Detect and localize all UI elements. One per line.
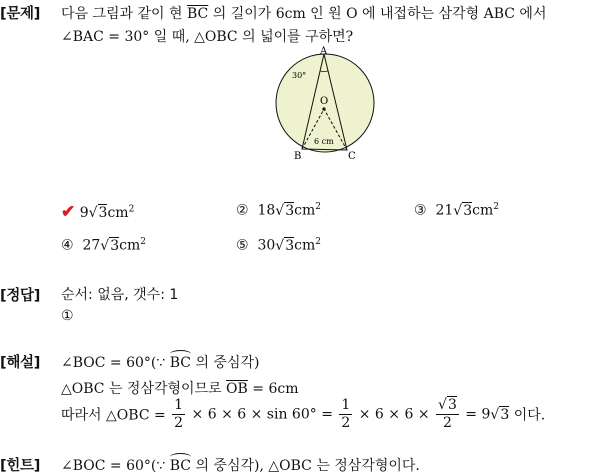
option-5[interactable]: [236, 237, 321, 254]
sqrt-sign: √3: [275, 237, 295, 254]
solution-line-1: [61, 352, 259, 372]
solution-l2-post: = 6cm: [247, 381, 299, 397]
solution-l1-post: 의 중심각): [191, 355, 260, 371]
problem-line-2: ∠BAC = 30° 일 때, △OBC 의 넓이를 구하면?: [61, 29, 354, 45]
arc-bc: BC: [169, 355, 191, 371]
answer-order-text: 순서: 없음, 갯수: 1: [61, 287, 179, 303]
center-point-o: [322, 107, 325, 110]
label-o: O: [320, 96, 329, 107]
option-3-radicand: 3: [463, 202, 473, 219]
length-label: 6 cm: [314, 137, 334, 146]
option-2-radicand: 3: [285, 202, 295, 219]
option-3-coef: 21: [435, 202, 454, 219]
fraction-den: 2: [442, 415, 452, 431]
option-4-radicand: 3: [110, 237, 120, 254]
option-3-mark: ③: [414, 202, 427, 219]
answer-tag: [정답]: [0, 288, 41, 304]
label-c: C: [348, 151, 356, 162]
angle-label: 30°: [292, 71, 307, 80]
option-3-exp: 2: [493, 202, 499, 212]
hint-post: 의 중심각), △OBC 는 정삼각형이다.: [191, 458, 420, 474]
answer-value: ①: [61, 308, 74, 324]
selected-check-icon: ✔: [61, 202, 76, 222]
option-4-coef: 27: [82, 237, 101, 254]
solution-l2-pre: △OBC 는 정삼각형이므로: [61, 381, 227, 397]
segment-ob: $\overline{OB}$: [226, 381, 248, 397]
option-3[interactable]: [414, 202, 499, 219]
option-5-mark: ⑤: [236, 237, 249, 254]
option-2-unit: cm: [294, 202, 316, 219]
fraction-half: [172, 397, 185, 432]
fraction-root3-half: [436, 397, 459, 432]
option-3-unit: cm: [472, 202, 494, 219]
fraction-num: 1: [341, 397, 351, 413]
hint-line: [61, 455, 420, 475]
option-4[interactable]: [61, 237, 146, 254]
option-1-exp: 2: [128, 204, 135, 215]
option-2-exp: 2: [315, 202, 321, 212]
radicand: 3: [447, 397, 457, 413]
solution-l3-e: 이다.: [509, 407, 546, 424]
problem-line-1: [61, 3, 546, 23]
sqrt-sign: √3: [453, 202, 473, 219]
circle-triangle-figure: [270, 46, 380, 164]
hint-tag: [힌트]: [0, 458, 41, 474]
solution-l3-a: 따라서 △OBC =: [61, 407, 171, 424]
option-4-unit: cm: [119, 237, 141, 254]
solution-l3-c: × 6 × 6 ×: [354, 406, 435, 423]
option-1-unit: cm: [107, 205, 129, 221]
option-2-mark: ②: [236, 202, 249, 219]
option-1[interactable]: [61, 202, 134, 222]
solution-line-3: [61, 397, 545, 432]
fraction-den: 2: [174, 415, 184, 431]
option-5-exp: 2: [315, 237, 321, 247]
solution-l3-d: = 9: [460, 406, 491, 423]
option-4-mark: ④: [61, 237, 74, 254]
solution-l1-pre: ∠BOC = 60°(∵: [61, 355, 170, 371]
label-b: B: [294, 151, 302, 162]
sqrt-sign: √3: [490, 406, 510, 423]
problem-text-post: 의 길이가 6cm 인 원 O 에 내접하는 삼각형 ABC 에서: [208, 6, 547, 22]
solution-tag: [해설]: [0, 355, 41, 371]
option-5-unit: cm: [294, 237, 316, 254]
option-2-coef: 18: [257, 202, 276, 219]
solution-l3-b: × 6 × 6 × sin 60° =: [187, 406, 338, 423]
option-1-radicand: 3: [98, 205, 108, 221]
arc-bc: BC: [169, 458, 191, 474]
option-2[interactable]: [236, 202, 321, 219]
option-5-coef: 30: [257, 237, 276, 254]
fraction-den: 2: [341, 415, 351, 431]
option-1-coef: 9: [79, 205, 89, 221]
hint-pre: ∠BOC = 60°(∵: [61, 458, 170, 474]
sqrt-sign: √3: [100, 237, 120, 254]
fraction-num: [436, 397, 459, 415]
option-4-exp: 2: [140, 237, 146, 247]
fraction-num: 1: [174, 397, 184, 413]
label-a: A: [320, 46, 328, 57]
problem-text-pre: 다음 그림과 같이 현: [61, 6, 187, 22]
problem-tag: [문제]: [0, 6, 41, 22]
sqrt-sign: √3: [88, 205, 108, 221]
chord-bc: $\overline{BC}$: [187, 6, 209, 22]
option-5-radicand: 3: [285, 237, 295, 254]
sqrt-sign: √3: [275, 202, 295, 219]
fraction-half: [339, 397, 352, 432]
sqrt-sign: √3: [438, 397, 457, 413]
solution-line-2: [61, 378, 298, 398]
radicand: 3: [500, 406, 510, 423]
